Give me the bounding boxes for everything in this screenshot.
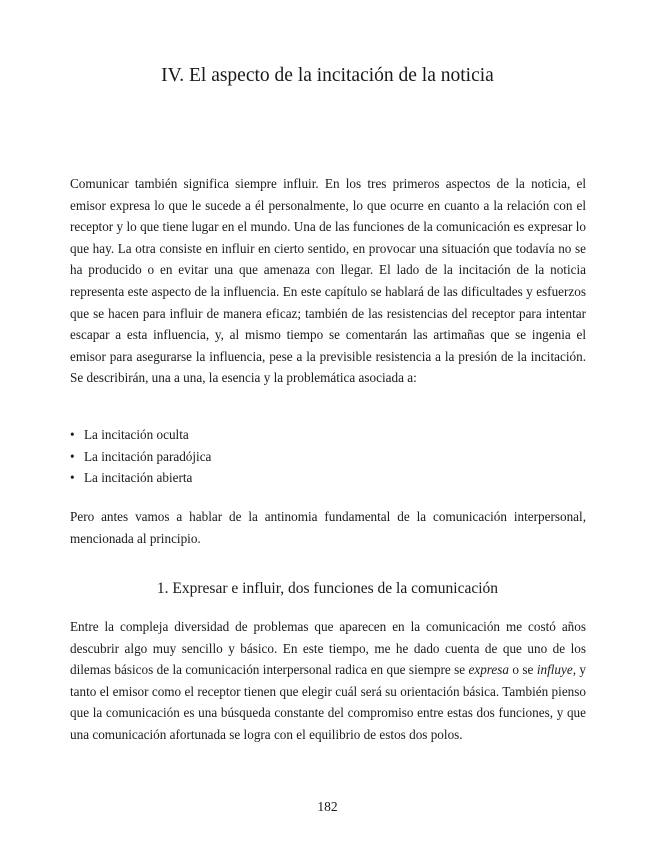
list-item xyxy=(70,424,586,446)
section-paragraph-part: Entre la compleja diversidad de problemas que aparecen en la comunicación me costó años descubrir algo muy sencillo y básico. En este tiempo, me he dado cuenta de que uno de los dilemas básicos de la comunicación interpersonal radica en que siempre se xyxy=(70,619,586,678)
section-paragraph-part: y tanto el emisor como el receptor tienen que elegir cuál será su orientación básica. También pienso que la comunicación es una búsqueda constante del compromiso entre estas dos funciones, y que una comunicación afortunada se logra con el equilibrio de estos dos polos. xyxy=(70,662,586,742)
bullet-marker: • xyxy=(70,427,75,442)
chapter-title: IV. El aspecto de la incitación de la noticia xyxy=(161,65,494,86)
bullet-marker: • xyxy=(70,448,75,464)
list-item-text: La incitación oculta xyxy=(84,427,189,442)
bullet-list xyxy=(70,424,586,489)
section-paragraph-part: o se xyxy=(509,662,537,678)
list-item xyxy=(70,467,586,489)
list-item-text: La incitación paradójica xyxy=(84,448,212,464)
transition-paragraph: Pero antes vamos a hablar de la antinomia fundamental de la comunicación interpersonal, mencionada al principio. xyxy=(70,509,586,546)
list-item-text: La incitación abierta xyxy=(84,470,193,485)
intro-paragraph: Comunicar también significa siempre influir. En los tres primeros aspectos de la noticia, el emisor expresa lo que le sucede a él personalmente, lo que ocurre en cuanto a la relación con el receptor y lo que tiene lugar en el mundo. Una de las funciones de la comunicación es expresar lo que hay. La otra consiste en influir en cierto sentido, en provocar una situación que todavía no se ha producido o en evitar una que amenaza con llegar. El lado de la incitación de la noticia representa este aspecto de la influencia. En este capítulo se hablará de las dificultades y esfuerzos que se hacen para influir de manera eficaz; también de las resistencias del receptor para intentar escapar a esta influencia, y, al mismo tiempo se comentarán las artimañas que se ingenia el emisor para asegurarse la influencia, pese a la previsible resistencia a la presión de la incitación. Se describirán, una a una, la esencia y la problemática asociada a: xyxy=(70,176,586,386)
emphasis-expresa: expresa xyxy=(468,662,510,678)
section-paragraph xyxy=(70,616,586,746)
page-number: 182 xyxy=(317,799,338,814)
emphasis-influye: influye, xyxy=(536,662,576,678)
list-item xyxy=(70,446,586,468)
section-title: 1. Expresar e influir, dos funciones de la comunicación xyxy=(156,580,499,597)
bullet-marker: • xyxy=(70,470,75,485)
